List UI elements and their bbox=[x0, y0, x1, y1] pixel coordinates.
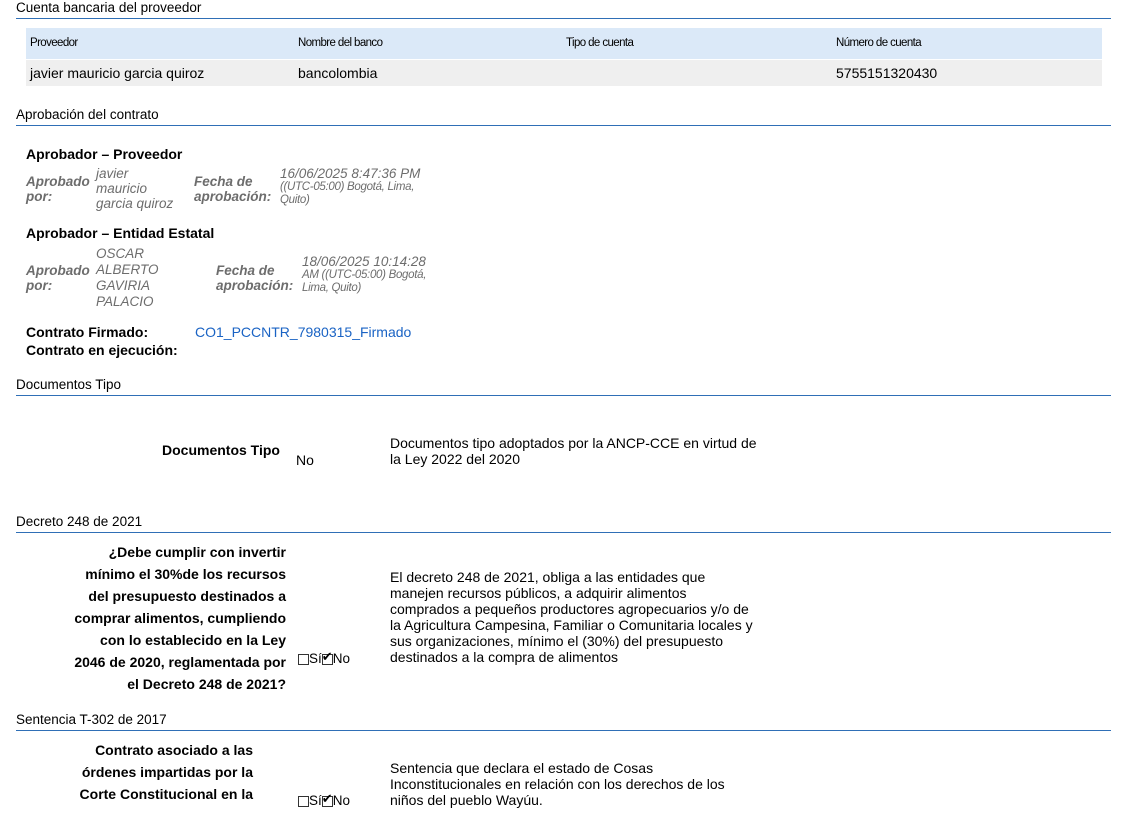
sentencia-section-header bbox=[16, 712, 1111, 731]
label-line: por: bbox=[26, 278, 53, 293]
description-line: manejen recursos públicos, a adquirir alimentos bbox=[390, 585, 687, 601]
provider-date-label bbox=[194, 174, 271, 204]
description-line: destinados a la compra de alimentos bbox=[390, 649, 619, 665]
decreto-options bbox=[298, 651, 350, 666]
approval-section-header bbox=[16, 107, 1111, 126]
date-line: Lima, Quito) bbox=[302, 282, 362, 294]
column-header-account-type: Tipo de cuenta bbox=[566, 37, 634, 49]
date-line: 16/06/2025 8:47:36 PM bbox=[280, 166, 421, 181]
description-line: Documentos tipo adoptados por la ANCP-CCE en virtud de bbox=[390, 435, 757, 451]
table-row bbox=[26, 60, 1102, 86]
decreto-yes-label: Sí bbox=[309, 651, 322, 666]
approval-section-title: Aprobación del contrato bbox=[16, 107, 159, 122]
documentos-tipo-description bbox=[390, 435, 757, 467]
name-line: mauricio bbox=[96, 181, 148, 196]
description-line: Inconstitucionales en relación con los derechos de los bbox=[390, 776, 725, 792]
name-line: garcia quiroz bbox=[96, 196, 174, 211]
signed-contract-link[interactable]: CO1_PCCNTR_7980315_Firmado bbox=[195, 324, 412, 340]
state-approval-date bbox=[302, 254, 426, 295]
signed-contract-label: Contrato Firmado: bbox=[26, 324, 149, 340]
description-line: Sentencia que declara el estado de Cosas bbox=[390, 760, 654, 776]
description-line: la Agricultura Campesina, Familiar o Comunitaria locales y bbox=[390, 617, 753, 633]
label-line: Aprobado bbox=[26, 174, 90, 189]
sentencia-options bbox=[298, 793, 350, 808]
decreto-section-header bbox=[16, 514, 1111, 533]
execution-contract-label: Contrato en ejecución: bbox=[26, 342, 178, 358]
description-line: comprados a pequeños productores agropecuarios y/o de bbox=[390, 601, 749, 617]
sentencia-yes-checkbox[interactable] bbox=[298, 796, 309, 807]
sentencia-section-title: Sentencia T-302 de 2017 bbox=[16, 712, 167, 727]
label-line: Fecha de bbox=[194, 174, 253, 189]
date-line: ((UTC-05:00) Bogotá, Lima, bbox=[280, 181, 415, 193]
sentencia-no-label: No bbox=[332, 793, 351, 808]
label-line: aprobación: bbox=[216, 278, 294, 293]
decreto-no-label: No bbox=[332, 651, 351, 666]
name-line: ALBERTO bbox=[96, 262, 159, 277]
name-line: PALACIO bbox=[96, 294, 154, 309]
column-header-bank-name: Nombre del banco bbox=[298, 37, 383, 49]
name-line: GAVIRIA bbox=[96, 278, 151, 293]
question-line: con lo establecido en la Ley bbox=[100, 632, 286, 648]
decreto-yes-checkbox[interactable] bbox=[298, 654, 309, 665]
date-line: AM ((UTC-05:00) Bogotá, bbox=[302, 269, 427, 281]
label-line: por: bbox=[26, 189, 53, 204]
cell-account-number: 5755151320430 bbox=[836, 65, 938, 81]
description-line: sus organizaciones, mínimo el (30%) del presupuesto bbox=[390, 633, 724, 649]
name-line: OSCAR bbox=[96, 246, 145, 261]
bank-section-title: Cuenta bancaria del proveedor bbox=[16, 0, 202, 15]
question-line: ¿Debe cumplir con invertir bbox=[108, 544, 286, 560]
question-line: del presupuesto destinados a bbox=[88, 588, 286, 604]
bank-section-header bbox=[16, 0, 1111, 19]
documentos-tipo-label: Documentos Tipo bbox=[162, 442, 280, 458]
provider-approval-date bbox=[280, 166, 420, 207]
question-line: órdenes impartidas por la bbox=[81, 764, 253, 780]
column-header-provider: Proveedor bbox=[30, 37, 78, 49]
question-line: el Decreto 248 de 2021? bbox=[127, 676, 286, 692]
description-line: El decreto 248 de 2021, obliga a las entidades que bbox=[390, 569, 706, 585]
sentencia-description bbox=[390, 760, 725, 808]
cell-provider: javier mauricio garcia quiroz bbox=[30, 65, 205, 81]
state-approved-by-label bbox=[26, 263, 90, 293]
decreto-description bbox=[390, 569, 753, 665]
bank-table-header bbox=[26, 28, 1102, 59]
sentencia-no-checkbox[interactable] bbox=[322, 796, 333, 807]
sentencia-yes-label: Sí bbox=[309, 793, 322, 808]
label-line: Aprobado bbox=[26, 263, 90, 278]
label-line: aprobación: bbox=[194, 189, 272, 204]
decreto-section-title: Decreto 248 de 2021 bbox=[16, 514, 143, 529]
question-line: comprar alimentos, cumpliendo bbox=[74, 610, 286, 626]
description-line: la Ley 2022 del 2020 bbox=[390, 451, 520, 467]
provider-approved-by-label bbox=[26, 174, 90, 204]
date-line: Quito) bbox=[280, 194, 310, 206]
sentencia-question bbox=[13, 739, 253, 805]
documentos-tipo-value: No bbox=[296, 452, 314, 468]
provider-approver-name bbox=[96, 166, 173, 211]
label-line: Fecha de bbox=[216, 263, 275, 278]
state-approver-name bbox=[96, 246, 159, 310]
column-header-account-number: Número de cuenta bbox=[836, 37, 922, 49]
state-date-label bbox=[216, 263, 293, 293]
cell-bank-name: bancolombia bbox=[298, 65, 378, 81]
provider-approver-title: Aprobador – Proveedor bbox=[26, 146, 183, 162]
documentos-section-title: Documentos Tipo bbox=[16, 377, 122, 392]
question-line: Corte Constitucional en la bbox=[79, 786, 253, 802]
description-line: niños del pueblo Wayúu. bbox=[390, 792, 543, 808]
state-approver-title: Aprobador – Entidad Estatal bbox=[26, 225, 215, 241]
question-line: mínimo el 30%de los recursos bbox=[85, 566, 286, 582]
question-line: 2046 de 2020, reglamentada por bbox=[74, 654, 286, 670]
documentos-section-header bbox=[16, 377, 1111, 396]
decreto-no-checkbox[interactable] bbox=[322, 654, 333, 665]
name-line: javier bbox=[96, 166, 129, 181]
decreto-question bbox=[16, 541, 286, 695]
question-line: Contrato asociado a las bbox=[95, 742, 253, 758]
date-line: 18/06/2025 10:14:28 bbox=[302, 254, 426, 269]
